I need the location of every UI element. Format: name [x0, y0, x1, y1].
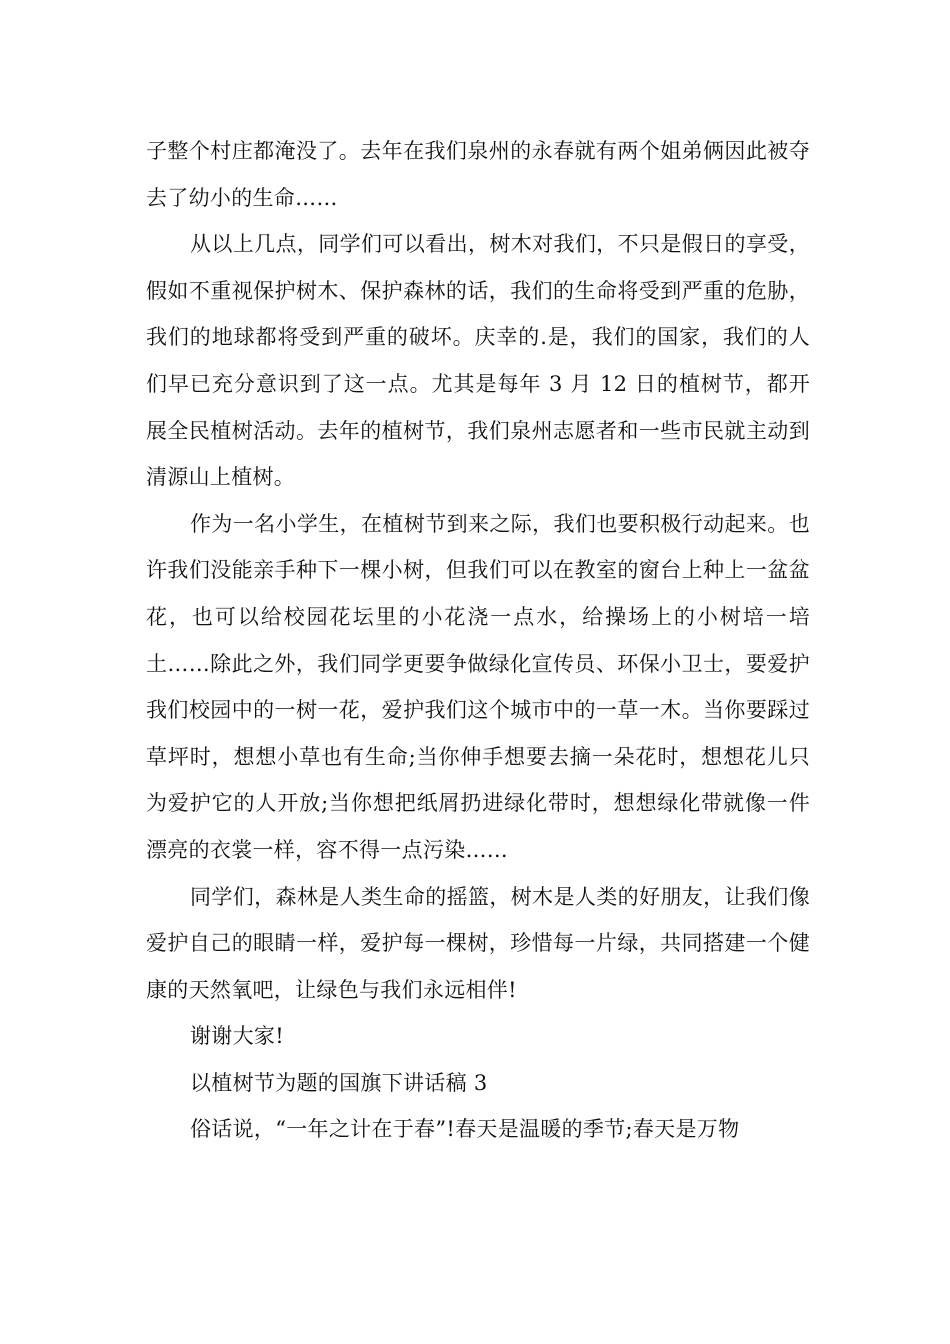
section-heading: 以植树节为题的国旗下讲话稿 3 — [190, 1070, 488, 1095]
paragraph-new-speech-opening: 俗话说，“一年之计在于春”!春天是温暖的季节;春天是万物 — [190, 1117, 740, 1142]
paragraph-thanks: 谢谢大家! — [190, 1024, 284, 1049]
paragraph-trees-importance: 从以上几点，同学们可以看出，树木对我们，不只是假日的享受，假如不重视保护树木、保护森林的话，我们的生命将受到严重的危胁，我们的地球都将受到严重的破坏。庆幸的.是，我们的国家，我们的人们早已充分意识到了这一点。尤其是每年 3 月 12 日的植树节，都开展全民植树活动。去年的植树节，我们泉州志愿者和一些市民就主动到清源山上植树。 — [146, 232, 810, 490]
paragraph-student-action: 作为一名小学生，在植树节到来之际，我们也要积极行动起来。也许我们没能亲手种下一棵小树，但我们可以在教室的窗台上种上一盆盆花，也可以给校园花坛里的小花浇一点水，给操场上的小树培一培土……除此之外，我们同学更要争做绿化宣传员、环保小卫士，要爱护我们校园中的一树一花，爱护我们这个城市中的一草一木。当你要踩过草坪时，想想小草也有生命;当你伸手想要去摘一朵花时，想想花儿只为爱护它的人开放;当你想把纸屑扔进绿化带时，想想绿化带就像一件漂亮的衣裳一样，容不得一点污染…… — [146, 511, 810, 862]
paragraph-closing-appeal: 同学们，森林是人类生命的摇篮，树木是人类的好朋友，让我们像爱护自己的眼睛一样，爱护每一棵树，珍惜每一片绿，共同搭建一个健康的天然氧吧，让绿色与我们永远相伴! — [146, 884, 810, 1002]
paragraph-continuation: 子整个村庄都淹没了。去年在我们泉州的永春就有两个姐弟俩因此被夺去了幼小的生命…… — [146, 139, 810, 210]
document-body — [146, 128, 810, 1153]
